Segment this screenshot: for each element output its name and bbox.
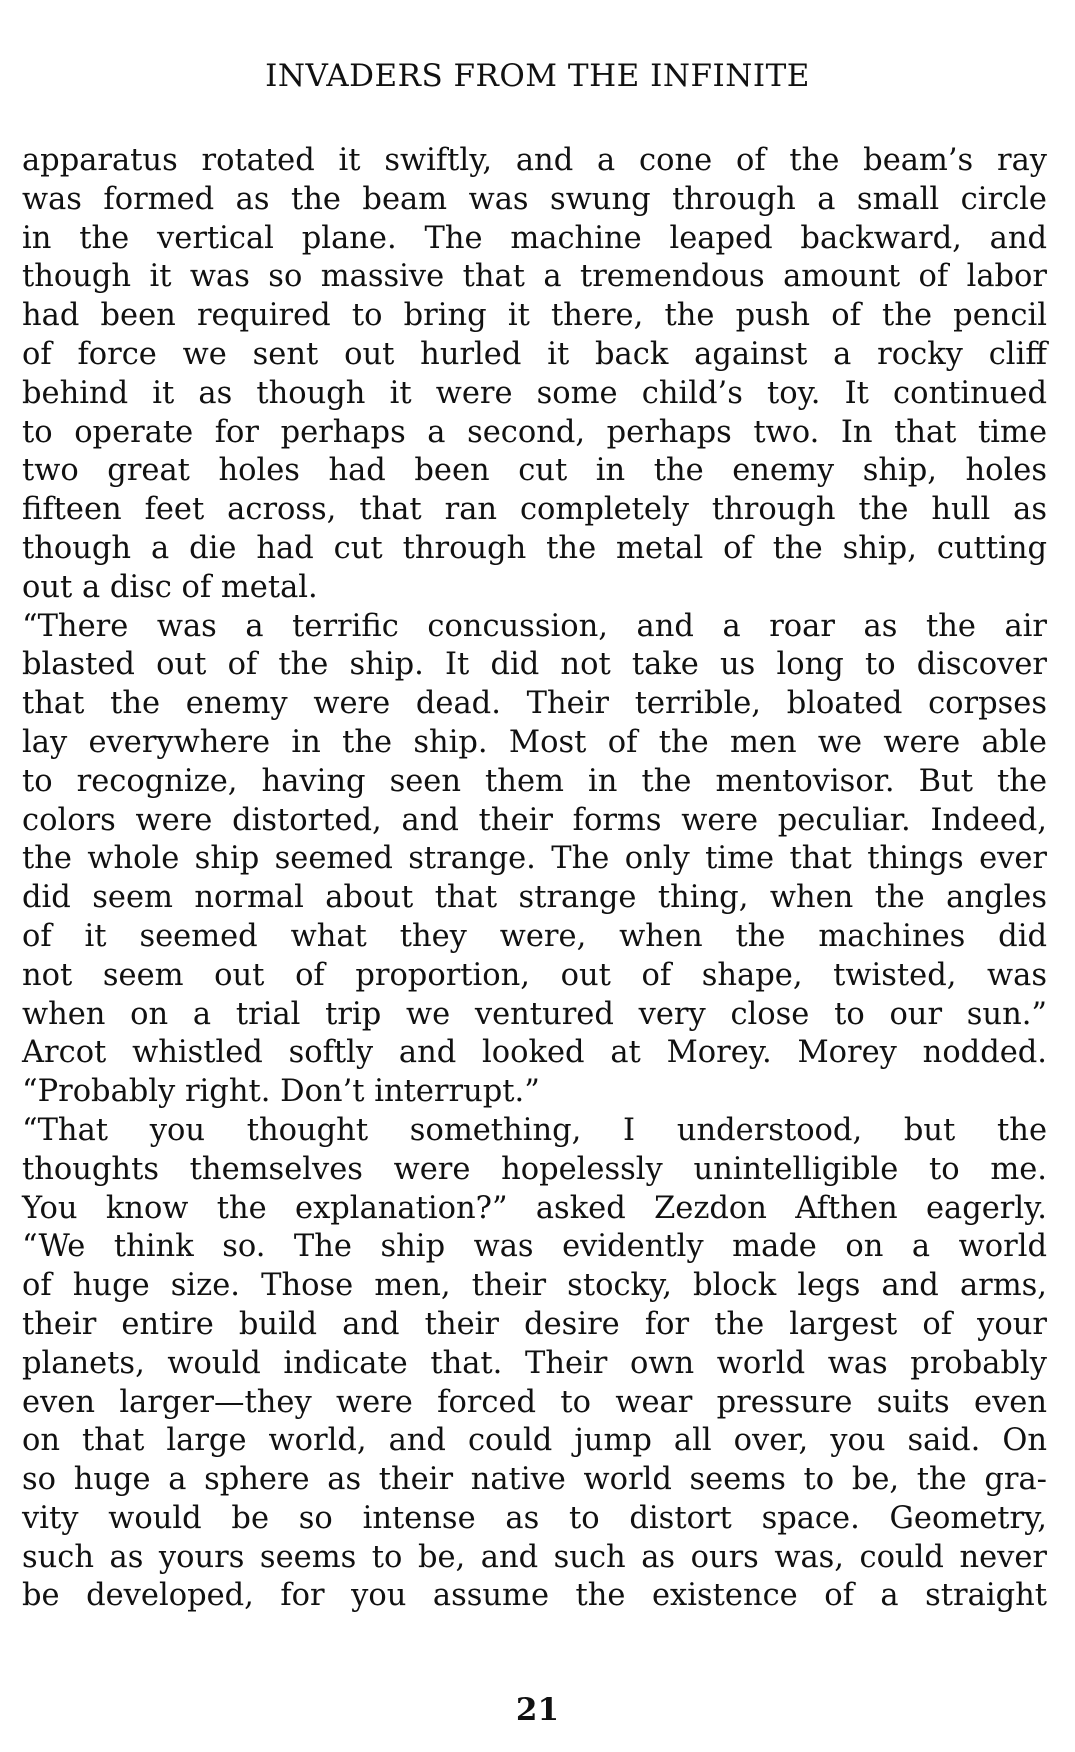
page-number: 21 [515,1692,560,1728]
text-line: “Probably right. Don’t interrupt.” [22,1074,540,1110]
text-line: to operate for perhaps a second, perhaps two. In that time [22,414,1047,450]
text-line: vity would be so intense as to distort space. Geometry, [22,1500,1047,1536]
text-line: apparatus rotated it swiftly, and a cone of the beam’s ray [22,143,1047,178]
body-text [22,142,1047,1616]
text-line: in the vertical plane. The machine leaped backward, and [22,220,1047,256]
text-line: “There was a terrific concussion, and a roar as the air [22,608,1047,644]
text-line: behind it as though it were some child’s toy. It continued [22,375,1047,411]
text-line: was formed as the beam was swung through a small circle [22,181,1047,217]
text-line: though a die had cut through the metal of the ship, cutting [22,530,1047,566]
text-line: of huge size. Those men, their stocky, block legs and arms, [22,1268,1047,1304]
text-line: out a disc of metal. [22,569,318,605]
text-line: Arcot whistled softly and looked at Morey. Morey nodded. [22,1035,1047,1071]
text-line: to recognize, having seen them in the mentovisor. But the [22,763,1047,799]
text-line: did seem normal about that strange thing, when the angles [22,880,1047,916]
text-line: on that large world, and could jump all over, you said. On [22,1423,1047,1459]
text-line: “We think so. The ship was evidently made on a world [22,1229,1047,1265]
text-line: thoughts themselves were hopelessly unintelligible to me. [22,1151,1047,1187]
text-line: had been required to bring it there, the push of the pencil [22,298,1047,334]
text-line: You know the explanation?” asked Zezdon Afthen eagerly. [22,1190,1047,1226]
text-line: even larger—they were forced to wear pressure suits even [22,1384,1047,1420]
text-line: so huge a sphere as their native world seems to be, the gra- [22,1462,1047,1498]
text-line: their entire build and their desire for the largest of your [22,1306,1047,1342]
text-line: of it seemed what they were, when the machines did [22,918,1047,954]
text-line: “That you thought something, I understood, but the [22,1112,1047,1148]
text-line: of force we sent out hurled it back against a rocky cliff [22,336,1047,372]
text-line: blasted out of the ship. It did not take us long to discover [22,647,1047,683]
text-line: though it was so massive that a tremendous amount of labor [22,259,1047,295]
text-line: colors were distorted, and their forms were peculiar. Indeed, [22,802,1047,838]
text-line: such as yours seems to be, and such as ours was, could never [22,1539,1047,1575]
text-line: be developed, for you assume the existence of a straight [22,1578,1047,1614]
text-line: fifteen feet across, that ran completely through the hull as [22,492,1047,528]
text-line: that the enemy were dead. Their terrible, bloated corpses [22,686,1047,722]
text-line: the whole ship seemed strange. The only time that things ever [22,841,1047,877]
text-line: planets, would indicate that. Their own world was probably [22,1345,1047,1381]
text-line: two great holes had been cut in the enemy ship, holes [22,453,1047,489]
text-line: when on a trial trip we ventured very close to our sun.” [22,996,1047,1032]
running-head: INVADERS FROM THE INFINITE [265,58,810,94]
text-line: not seem out of proportion, out of shape, twisted, was [22,957,1047,993]
text-line: lay everywhere in the ship. Most of the men we were able [22,724,1047,760]
